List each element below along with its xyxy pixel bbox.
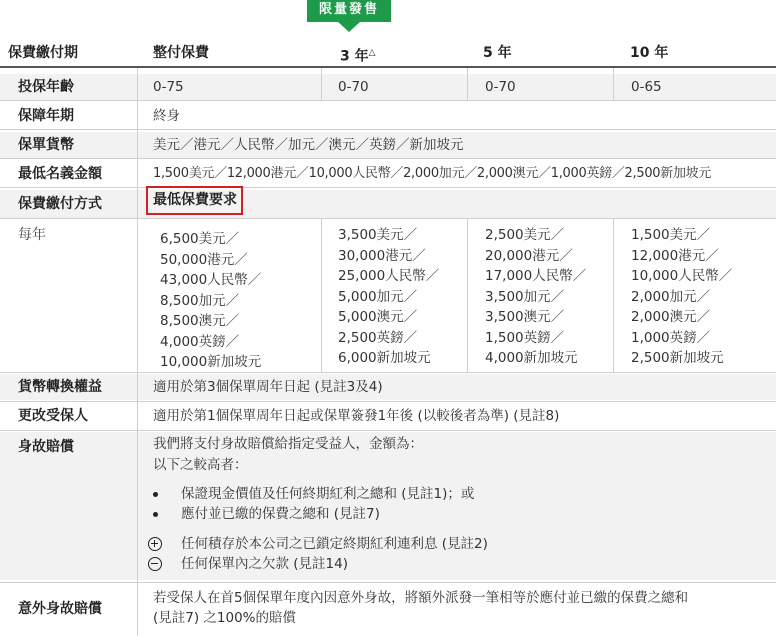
age-10yr: 0-65: [631, 79, 662, 95]
row-bg-death: [0, 432, 776, 580]
row-bg-payment: [0, 190, 776, 218]
death-plus-item: 任何積存於本公司之已鎖定終期紅利連利息 (見註2): [181, 536, 488, 552]
death-intro-1: 我們將支付身故賠償給指定受益人，金額為：: [153, 436, 423, 452]
label-term: 保障年期: [18, 108, 74, 124]
header-5-year: 5 年: [483, 45, 512, 61]
death-minus-item: 任何保單內之欠款 (見註14): [181, 556, 349, 572]
bullet-dot: [153, 492, 158, 497]
accident-line-2: (見註7) 之100%的賠償: [153, 610, 297, 626]
header-single-premium: 整付保費: [153, 45, 209, 61]
minus-circle-icon: [148, 557, 162, 571]
annual-3yr: 3,500美元／ 30,000港元／ 25,000人民幣／ 5,000加元／ 5,000澳元／ 2,500英鎊／ 6,000新加坡元: [338, 227, 440, 366]
change-insured-value: 適用於第1個保單周年日起或保單簽發1年後 (以較後者為準) (見註8): [153, 408, 560, 424]
row-divider: [0, 582, 776, 583]
currency-value: 美元／港元／人民幣／加元／澳元／英鎊／新加坡元: [153, 137, 464, 153]
plus-circle-icon: [148, 537, 162, 551]
label-annual: 每年: [18, 227, 46, 243]
annual-10yr: 1,500美元／ 12,000港元／ 10,000人民幣／ 2,000加元／ 2,000澳元／ 1,000英鎊／ 2,500新加坡元: [631, 227, 733, 366]
row-divider: [0, 129, 776, 130]
death-bullet-2: 應付並已繳的保費之總和 (見註7): [181, 506, 380, 522]
header-payment-term: 保費繳付期: [8, 45, 78, 61]
row-divider: [0, 218, 776, 219]
col-divider: [613, 218, 614, 372]
age-5yr: 0-70: [485, 79, 516, 95]
label-payment-mode: 保費繳付方式: [18, 196, 102, 212]
label-accidental-death: 意外身故賠償: [18, 601, 102, 617]
min-sum-value: 1,500美元／12,000港元／10,000人民幣／2,000加元／2,000澳元／1,000英鎊／2,500新加坡元: [153, 166, 712, 181]
bullet-dot: [153, 512, 158, 517]
min-premium-requirement: 最低保費要求: [146, 186, 243, 215]
header-10-year: 10 年: [630, 45, 669, 61]
accident-line-1: 若受保人在首5個保單年度內因意外身故，將額外派發一筆相等於應付並已繳的保費之總和: [153, 590, 689, 606]
death-bullet-1: 保證現金價值及任何終期紅利之總和 (見註1)；或: [181, 486, 475, 502]
row-divider: [0, 158, 776, 159]
badge-arrow: [338, 22, 360, 32]
col-divider: [613, 68, 614, 100]
header-3-year: 3 年△: [340, 48, 376, 65]
row-divider: [0, 100, 776, 101]
label-currency: 保單貨幣: [18, 137, 74, 153]
label-change-insured: 更改受保人: [18, 408, 88, 424]
row-bg-conversion: [0, 374, 776, 400]
row-divider: [0, 372, 776, 373]
death-intro-2: 以下之較高者：: [153, 457, 248, 473]
annual-single: 6,500美元／ 50,000港元／ 43,000人民幣／ 8,500加元／ 8,500澳元／ 4,000英鎊／ 10,000新加坡元: [160, 231, 262, 370]
label-conversion: 貨幣轉換權益: [18, 379, 102, 395]
row-divider: [0, 401, 776, 402]
label-min-sum: 最低名義金額: [18, 166, 102, 182]
row-divider: [0, 187, 776, 188]
age-single: 0-75: [153, 79, 184, 95]
row-divider: [0, 430, 776, 431]
header-rule: [0, 66, 776, 68]
col-divider: [321, 218, 322, 372]
label-death-benefit: 身故賠償: [18, 439, 74, 455]
col-divider: [321, 68, 322, 100]
annual-5yr: 2,500美元／ 20,000港元／ 17,000人民幣／ 3,500加元／ 3,500澳元／ 1,500英鎊／ 4,000新加坡元: [485, 227, 587, 366]
limited-offer-badge: 限量發售: [307, 0, 391, 22]
label-age: 投保年齡: [18, 79, 74, 95]
col-divider: [467, 218, 468, 372]
conversion-value: 適用於第3個保單周年日起 (見註3及4): [153, 379, 383, 395]
term-value: 終身: [153, 108, 180, 124]
col-divider-label: [137, 68, 138, 636]
col-divider: [467, 68, 468, 100]
age-3yr: 0-70: [338, 79, 369, 95]
